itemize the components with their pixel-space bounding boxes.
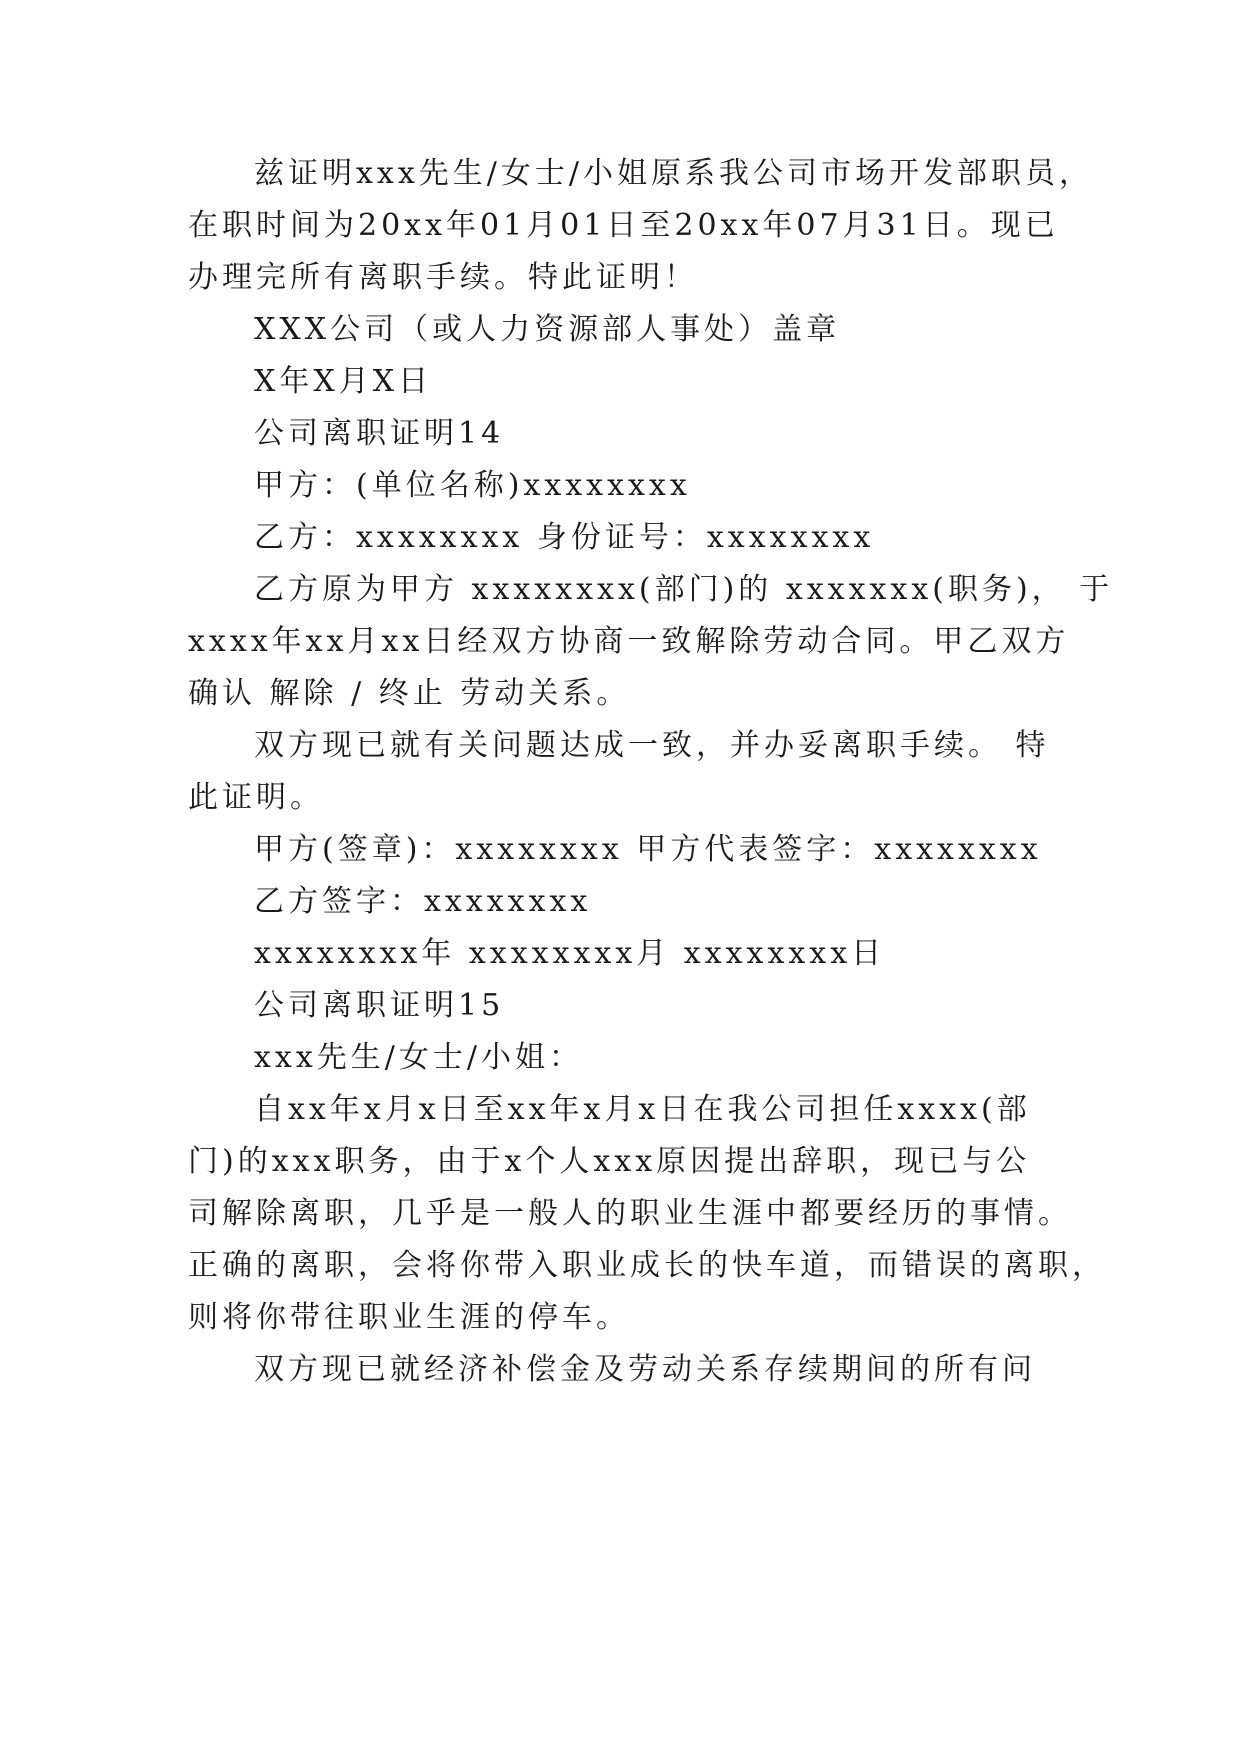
text-line: 自xx年x月x日至xx年x月x日在我公司担任xxxx(部 [254, 1092, 1031, 1127]
section-heading: 公司离职证明14 [254, 416, 505, 451]
text-line: 乙方签字：xxxxxxxx [254, 884, 592, 919]
text-line: 办理完所有离职手续。特此证明！ [188, 260, 698, 295]
text-line: X年X月X日 [254, 364, 433, 399]
text-line: xxxxxxxx年 xxxxxxxx月 xxxxxxxx日 [254, 936, 886, 971]
text-line: 确认 解除 / 终止 劳动关系。 [188, 676, 631, 711]
text-line: XXX公司（或人力资源部人事处）盖章 [254, 312, 841, 347]
text-line: xxx先生/女士/小姐： [254, 1040, 583, 1075]
text-line: 甲方(签章)：xxxxxxxx 甲方代表签字：xxxxxxxx [254, 832, 1042, 867]
text-line: 双方现已就有关问题达成一致，并办妥离职手续。 特 [254, 728, 1050, 763]
text-line: 司解除离职，几乎是一般人的职业生涯中都要经历的事情。 [188, 1196, 1072, 1231]
text-line: 门)的xxx职务，由于x个人xxx原因提出辞职，现已与公 [188, 1144, 1031, 1179]
section-heading: 公司离职证明15 [254, 988, 505, 1023]
text-line: 乙方原为甲方 xxxxxxxx(部门)的 xxxxxxx(职务)， 于 [254, 572, 1114, 607]
text-line: 双方现已就经济补偿金及劳动关系存续期间的所有问 [254, 1352, 1036, 1387]
text-line: 则将你带往职业生涯的停车。 [188, 1300, 630, 1335]
text-line: 此证明。 [188, 780, 324, 815]
text-line: 正确的离职，会将你带入职业成长的快车道，而错误的离职， [188, 1248, 1106, 1283]
text-line: 在职时间为20xx年01月01日至20xx年07月31日。现已 [188, 208, 1059, 243]
text-line: 乙方：xxxxxxxx 身份证号：xxxxxxxx [254, 520, 875, 555]
text-line: 甲方：(单位名称)xxxxxxxx [254, 468, 691, 503]
text-line: xxxx年xx月xx日经双方协商一致解除劳动合同。甲乙双方 [188, 624, 1070, 659]
text-line: 兹证明xxx先生/女士/小姐原系我公司市场开发部职员， [254, 156, 1093, 191]
